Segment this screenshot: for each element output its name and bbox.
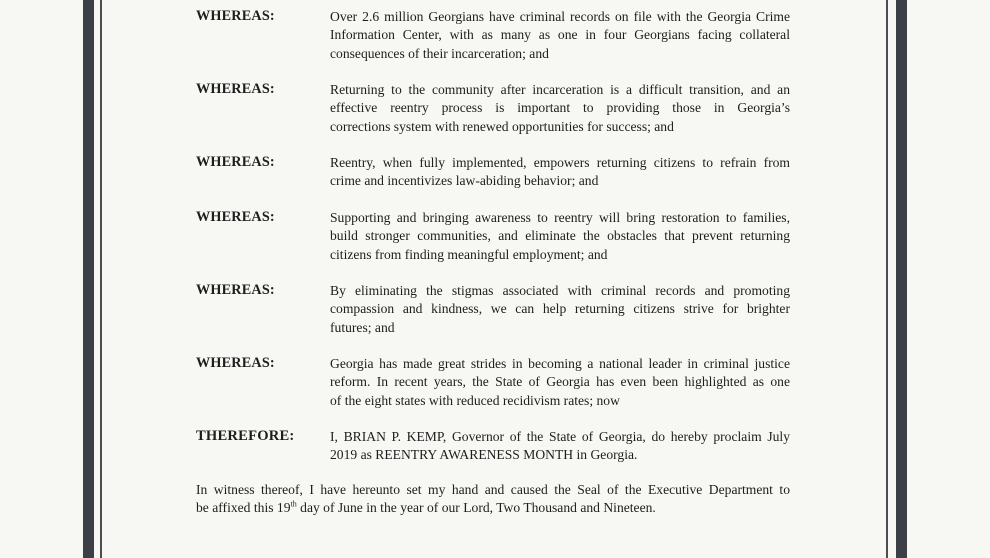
clause-line: build stronger communities, and eliminate the obstacles that prevent returning (330, 228, 790, 244)
clause-line: Georgia has made great strides in becoming a national leader in criminal justice (330, 356, 790, 371)
witness-paragraph (196, 481, 790, 516)
clause-line: crime and incentivizes law-abiding behavior; and (330, 173, 599, 189)
left-border-thin (100, 0, 102, 558)
clause-line: Over 2.6 million Georgians have criminal records on file with the Georgia Crime (330, 9, 790, 24)
clause-line: By eliminating the stigmas associated with criminal records and promoting (330, 283, 790, 298)
clause-line: Returning to the community after incarceration is a difficult transition, and an (330, 82, 790, 97)
clause-label: WHEREAS: (196, 209, 275, 225)
witness-text: day of June in the year of our Lord, Two Thousand and Nineteen. (296, 499, 656, 515)
right-border-thin (886, 0, 888, 558)
clause-line: citizens from finding meaningful employment; and (330, 246, 608, 262)
clause-line: of the eight states with reduced recidivism rates; now (330, 392, 620, 408)
clause-line: 2019 as REENTRY AWARENESS MONTH in Georgia. (330, 447, 638, 463)
clause-line: consequences of their incarceration; and (330, 45, 549, 61)
clause-label: THEREFORE: (196, 428, 295, 444)
clause-text (330, 282, 790, 337)
clause-text (330, 8, 790, 63)
witness-line: In witness thereof, I have hereunto set my hand and caused the Seal of the Executive Department to (196, 482, 790, 497)
witness-text: be affixed this 19 (196, 499, 291, 515)
clause-label: WHEREAS: (196, 282, 275, 298)
witness-line (196, 499, 790, 517)
clause-label: WHEREAS: (196, 81, 275, 97)
clause-label: WHEREAS: (196, 355, 275, 371)
clause-text (330, 355, 790, 410)
clause-line: compassion and kindness, we can help returning citizens strive for brighter (330, 301, 790, 317)
clause-line: corrections system with renewed opportunities for success; and (330, 118, 674, 134)
clause-line: futures; and (330, 319, 395, 335)
clause-line: I, BRIAN P. KEMP, Governor of the State of Georgia, do hereby proclaim July (330, 429, 790, 444)
clause-text (330, 154, 790, 191)
clause-label: WHEREAS: (196, 154, 275, 170)
clause-line: effective reentry process is important to providing those in Georgia’s (330, 100, 790, 116)
right-border-thick (896, 0, 907, 558)
clause-line: Supporting and bringing awareness to reentry will bring restoration to families, (330, 210, 790, 225)
clause-label: WHEREAS: (196, 8, 275, 24)
clause-line: reform. In recent years, the State of Georgia has even been highlighted as one (330, 374, 790, 390)
clause-text (330, 81, 790, 136)
left-border-thick (83, 0, 94, 558)
ordinal-suffix: th (290, 498, 297, 508)
clause-line: Reentry, when fully implemented, empowers returning citizens to refrain from (330, 155, 790, 170)
clause-text (330, 428, 790, 465)
clause-line: Information Center, with as many as one in four Georgians facing collateral (330, 27, 790, 43)
clause-text (330, 209, 790, 264)
